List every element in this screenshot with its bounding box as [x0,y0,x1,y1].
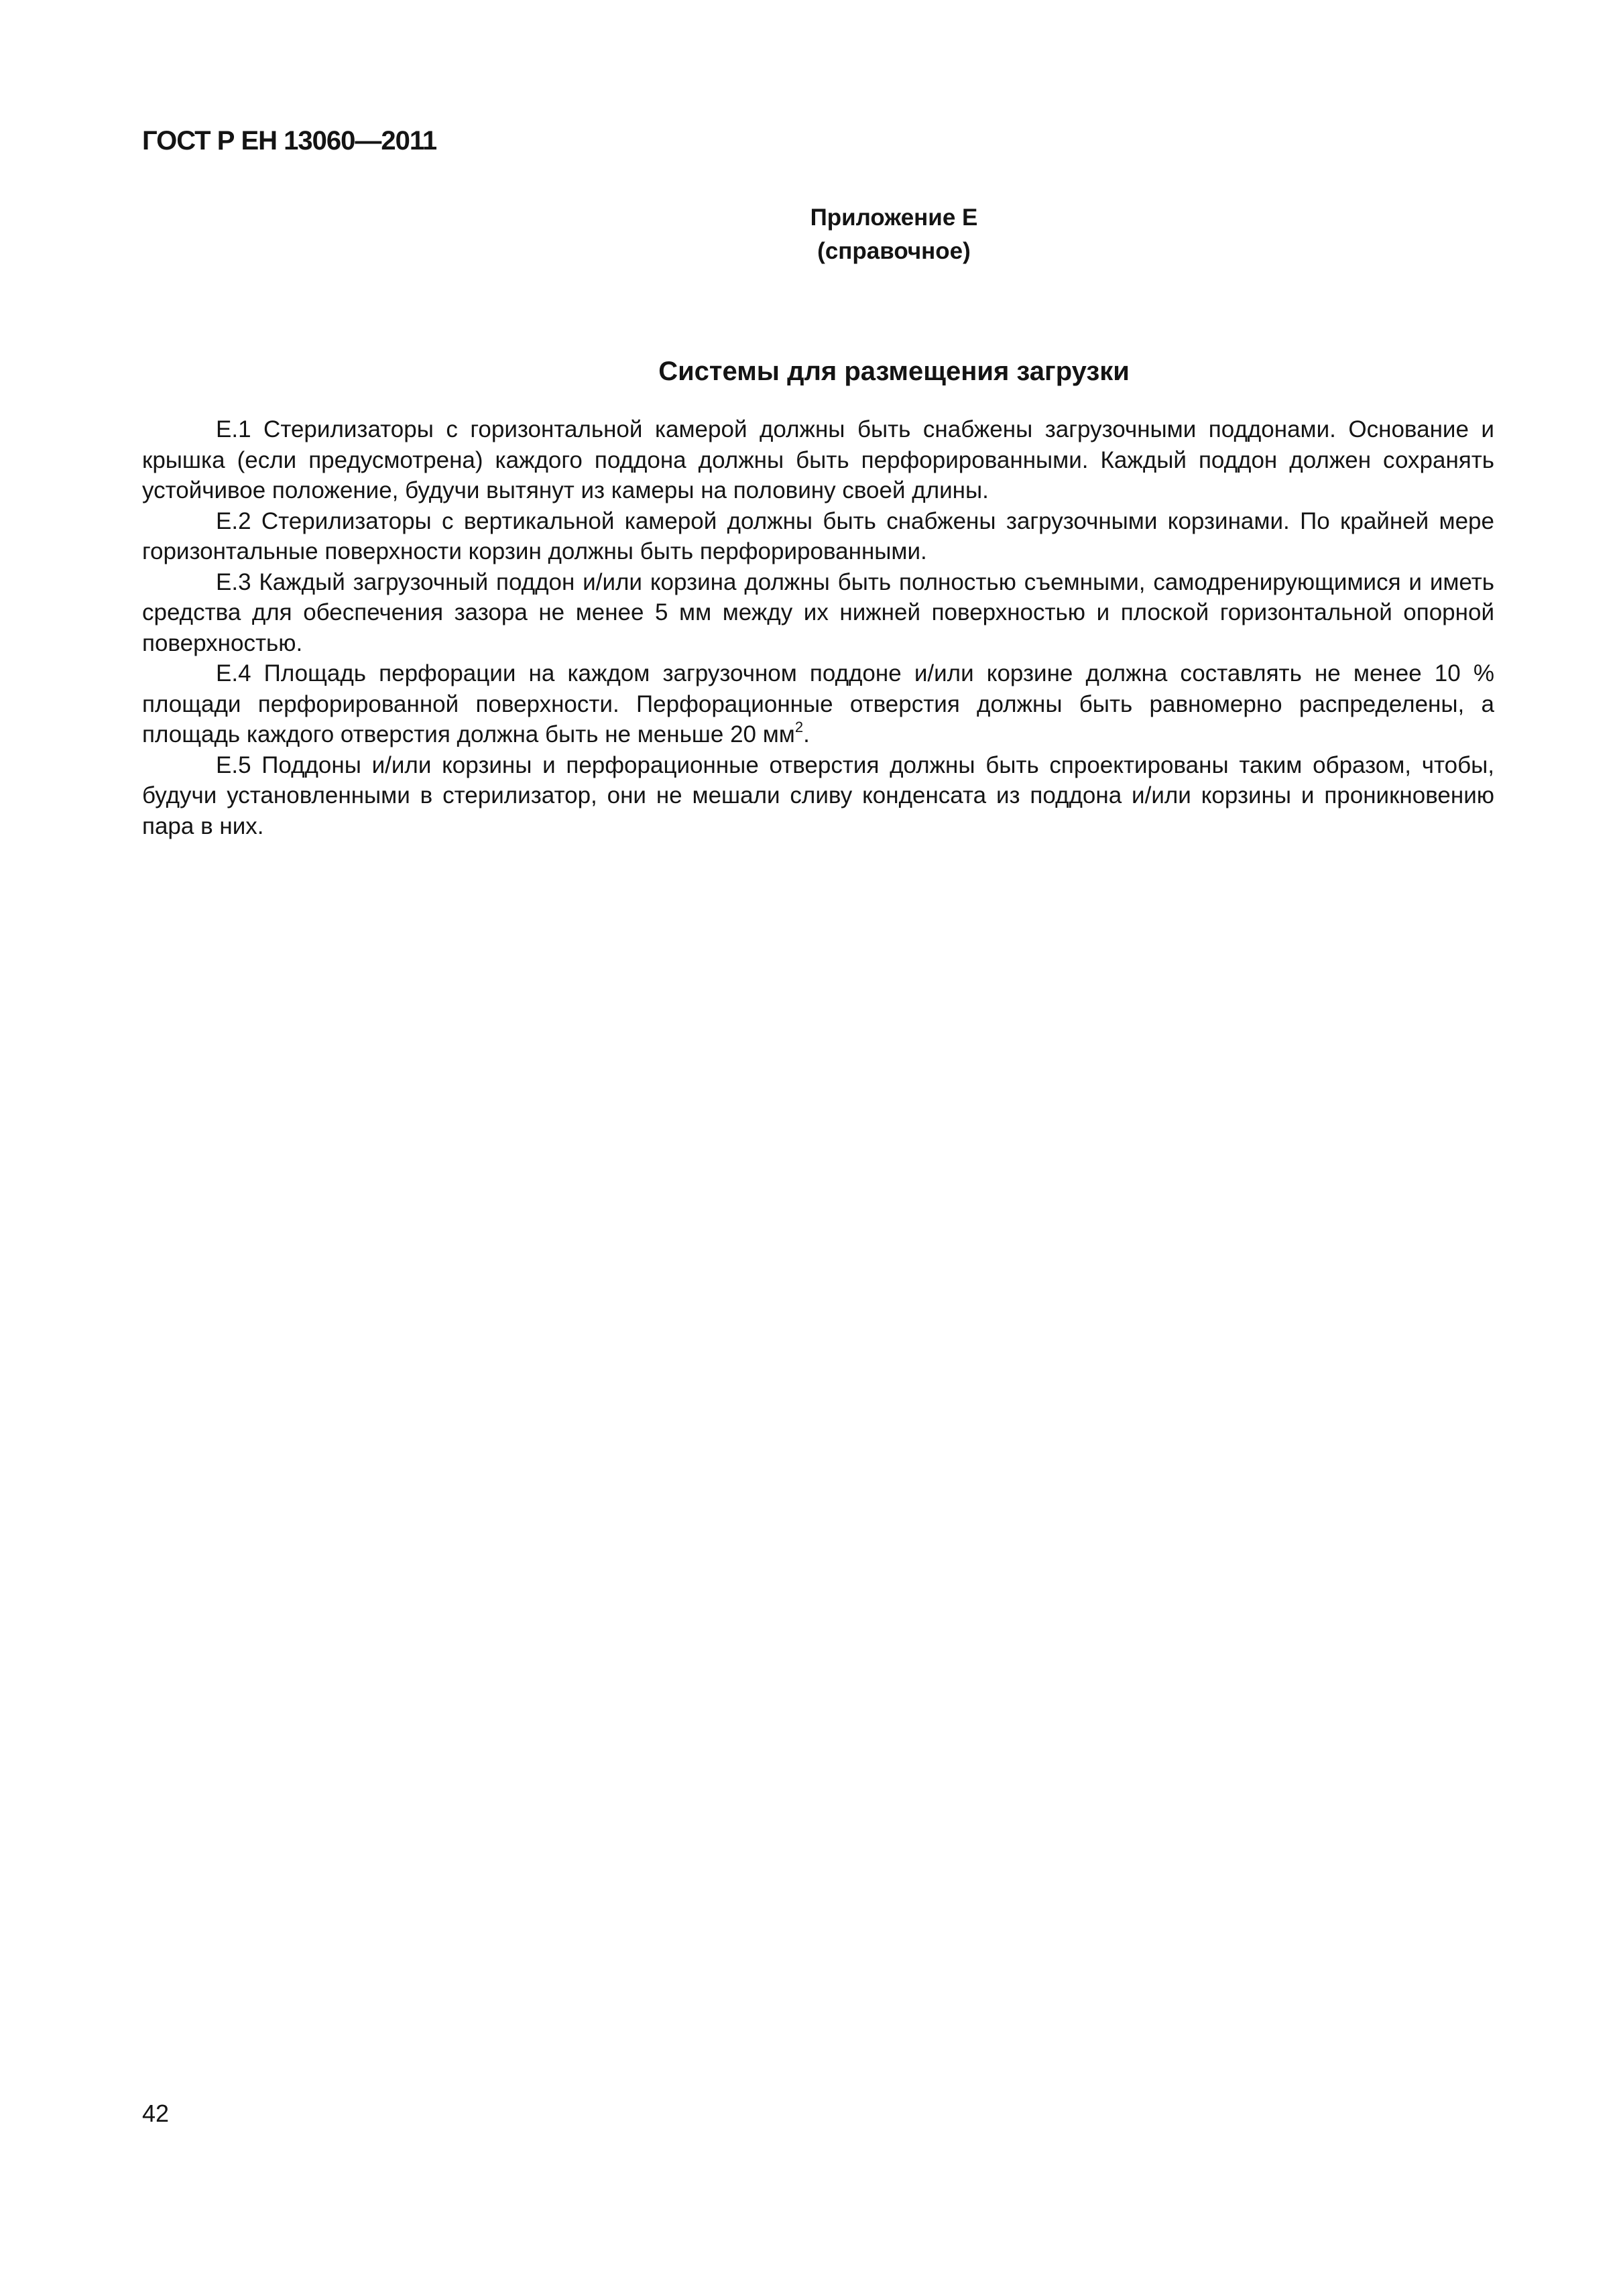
annex-heading [142,201,1494,268]
paragraph-text-end: . [803,721,810,747]
paragraph-e5 [142,750,1494,842]
page-number: 42 [142,2100,170,2127]
section-title: Системы для размещения загрузки [658,357,1130,386]
paragraph-text: Е.3 Каждый загрузочный поддон и/или корзина должны быть полностью съемными, самодренирующимися и иметь средства для обеспечения зазора не менее 5 мм между их нижней поверхностью и плоской горизонтальной опорной поверхностью. [142,568,1494,656]
paragraph-text: Е.5 Поддоны и/или корзины и перфорационные отверстия должны быть спроектированы таким образом, чтобы, будучи установленными в стерилизатор, они не мешали сливу конденсата из поддона и/или корзины и проникновению пара в них. [142,751,1494,839]
annex-title: Приложение Е [810,204,978,231]
paragraph-text: Е.2 Стерилизаторы с вертикальной камерой должны быть снабжены загрузочными корзинами. По крайней мере горизонтальные поверхности корзин должны быть перфорированными. [142,507,1494,564]
paragraph-text: Е.4 Площадь перфорации на каждом загрузочном поддоне и/или корзине должна составлять не менее 10 % площади перфорированной поверхности. Перфорационные отверстия должны быть равномерно распределены, а площадь каждого отверстия должна быть не меньше 20 мм [142,660,1494,747]
paragraph-e1 [142,414,1494,506]
paragraph-e3 [142,567,1494,659]
paragraph-text: Е.1 Стерилизаторы с горизонтальной камерой должны быть снабжены загрузочными поддонами. Основание и крышка (если предусмотрена) каждого поддона должны быть перфорированными. Каждый поддон должен сохранять устойчивое положение, будучи вытянут из камеры на половину своей длины. [142,416,1494,503]
annex-body [142,414,1494,841]
superscript: 2 [794,719,804,735]
document-header: ГОСТ Р ЕН 13060—2011 [142,126,437,156]
annex-type: (справочное) [817,238,971,264]
paragraph-e4 [142,658,1494,750]
paragraph-e2 [142,506,1494,567]
